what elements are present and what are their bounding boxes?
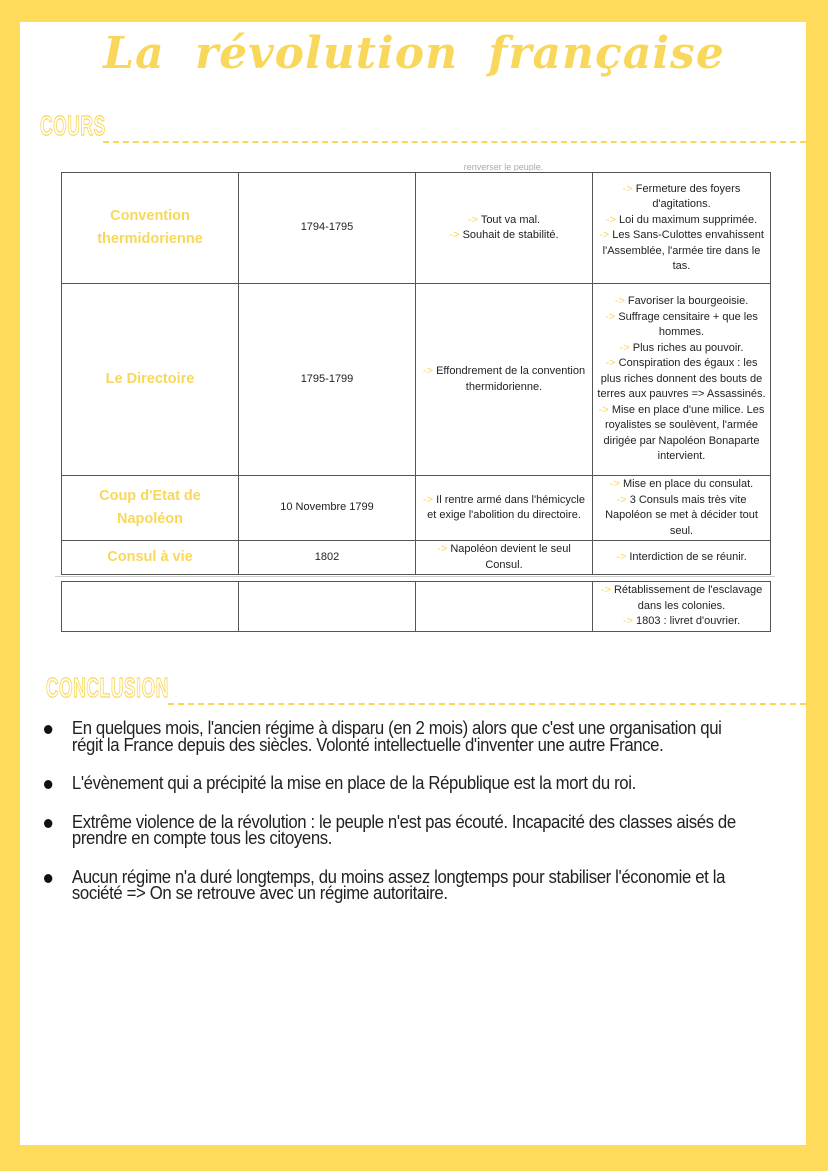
cell-item: -> 3 Consuls mais très vite Napoléon se met à décider tout seul. [605, 493, 758, 537]
bullet-icon [44, 874, 52, 883]
consequences-cell [593, 476, 771, 541]
period-date: 1795-1799 [239, 284, 416, 476]
cell-item: -> Les Sans-Culottes envahissent l'Assemblée, l'armée tire dans le tas. [599, 229, 764, 272]
cell-item: -> Fermeture des foyers d'agitations. [622, 182, 741, 210]
cours-heading: COURS [40, 110, 106, 141]
consequences-cell [593, 284, 771, 476]
cell-item: -> Loi du maximum supprimée. [605, 213, 758, 226]
period-name: Consul à vie [62, 541, 239, 575]
arrow-icon: -> [609, 478, 623, 490]
arrow-icon: -> [422, 365, 437, 377]
arrow-icon: -> [622, 615, 636, 627]
cell-item: -> 1803 : livret d'ouvrier. [622, 615, 741, 627]
period-date: 10 Novembre 1799 [239, 476, 416, 541]
cell-item: -> Mise en place d'une milice. Les royalistes se soulèvent, l'armée dirigée par Napoléon Bonaparte intervient. [598, 403, 765, 463]
arrow-icon: -> [437, 543, 451, 555]
arrow-icon: -> [605, 213, 619, 226]
cell-item: -> Tout va mal. [467, 213, 541, 226]
bullet-icon [44, 819, 52, 828]
conclusion-list [44, 720, 804, 902]
bullet-icon [44, 725, 52, 734]
cours-rule [103, 141, 806, 143]
causes-cell [416, 541, 593, 575]
table-row [62, 173, 771, 284]
cell-item: -> Souhait de stabilité. [449, 229, 559, 241]
history-table-continued [61, 581, 771, 632]
consequences-cell [593, 541, 771, 575]
cell-item: -> Suffrage censitaire + que les hommes. [605, 310, 758, 339]
page-break [55, 576, 775, 577]
cell-item: -> Napoléon devient le seul Consul. [437, 543, 571, 571]
list-item: Aucun régime n'a duré longtemps, du moins assez longtemps pour stabiliser l'économie et la société => On se retrouve avec un régime autoritaire. [44, 869, 751, 902]
causes-cell [416, 476, 593, 541]
cell-item: -> Mise en place du consulat. [609, 478, 754, 490]
page-title: La révolution française [103, 28, 725, 79]
arrow-icon: -> [449, 229, 463, 241]
consequences-cell [593, 173, 771, 284]
causes-cell [416, 173, 593, 284]
period-date: 1794-1795 [239, 173, 416, 284]
table-row [62, 476, 771, 541]
list-item: L'évènement qui a précipité la mise en place de la République est la mort du roi. [44, 775, 751, 792]
arrow-icon: -> [622, 182, 636, 195]
consequences-cell [593, 582, 771, 632]
arrow-icon: -> [614, 295, 628, 308]
clipped-text: renverser le peuple. [463, 162, 544, 171]
period-name: Le Directoire [62, 284, 239, 476]
arrow-icon: -> [616, 493, 630, 506]
arrow-icon: -> [598, 403, 612, 416]
arrow-icon: -> [467, 213, 481, 226]
cell-item: -> Favoriser la bourgeoisie. [614, 295, 749, 308]
table-row [62, 541, 771, 575]
arrow-icon: -> [616, 550, 630, 563]
history-table [61, 172, 771, 575]
arrow-icon: -> [600, 584, 614, 596]
arrow-icon: -> [599, 229, 613, 241]
arrow-icon: -> [605, 310, 619, 323]
list-item: Extrême violence de la révolution : le peuple n'est pas écouté. Incapacité des classes aisés de prendre en compte tous les citoyens. [44, 814, 751, 847]
arrow-icon: -> [605, 357, 619, 370]
cell-item: -> Plus riches au pouvoir. [619, 341, 744, 354]
cell-item: -> Interdiction de se réunir. [616, 550, 747, 563]
table-row [62, 284, 771, 476]
cell-item: -> Il rentre armé dans l'hémicycle et exige l'abolition du directoire. [423, 493, 585, 521]
bullet-icon [44, 780, 52, 789]
causes-cell [416, 284, 593, 476]
conclusion-heading: CONCLUSION [46, 672, 169, 703]
arrow-icon: -> [619, 341, 633, 354]
cell-item: -> Conspiration des égaux : les plus riches donnent des bouts de terres aux pauvres => Assassinés. [597, 357, 766, 401]
conclusion-rule [168, 703, 806, 705]
period-name: Coup d'Etat de Napoléon [62, 476, 239, 541]
arrow-icon: -> [423, 493, 437, 506]
period-name: Convention thermidorienne [62, 173, 239, 284]
cell-item: -> Rétablissement de l'esclavage dans les colonies. [600, 584, 763, 612]
period-date: 1802 [239, 541, 416, 575]
list-item: En quelques mois, l'ancien régime à disparu (en 2 mois) alors que c'est une organisation qui régit la France depuis des siècles. Volonté intellectuelle d'inventer une autre France. [44, 720, 751, 753]
cell-item: -> Effondrement de la convention thermidorienne. [422, 365, 586, 393]
table-row [62, 582, 771, 632]
